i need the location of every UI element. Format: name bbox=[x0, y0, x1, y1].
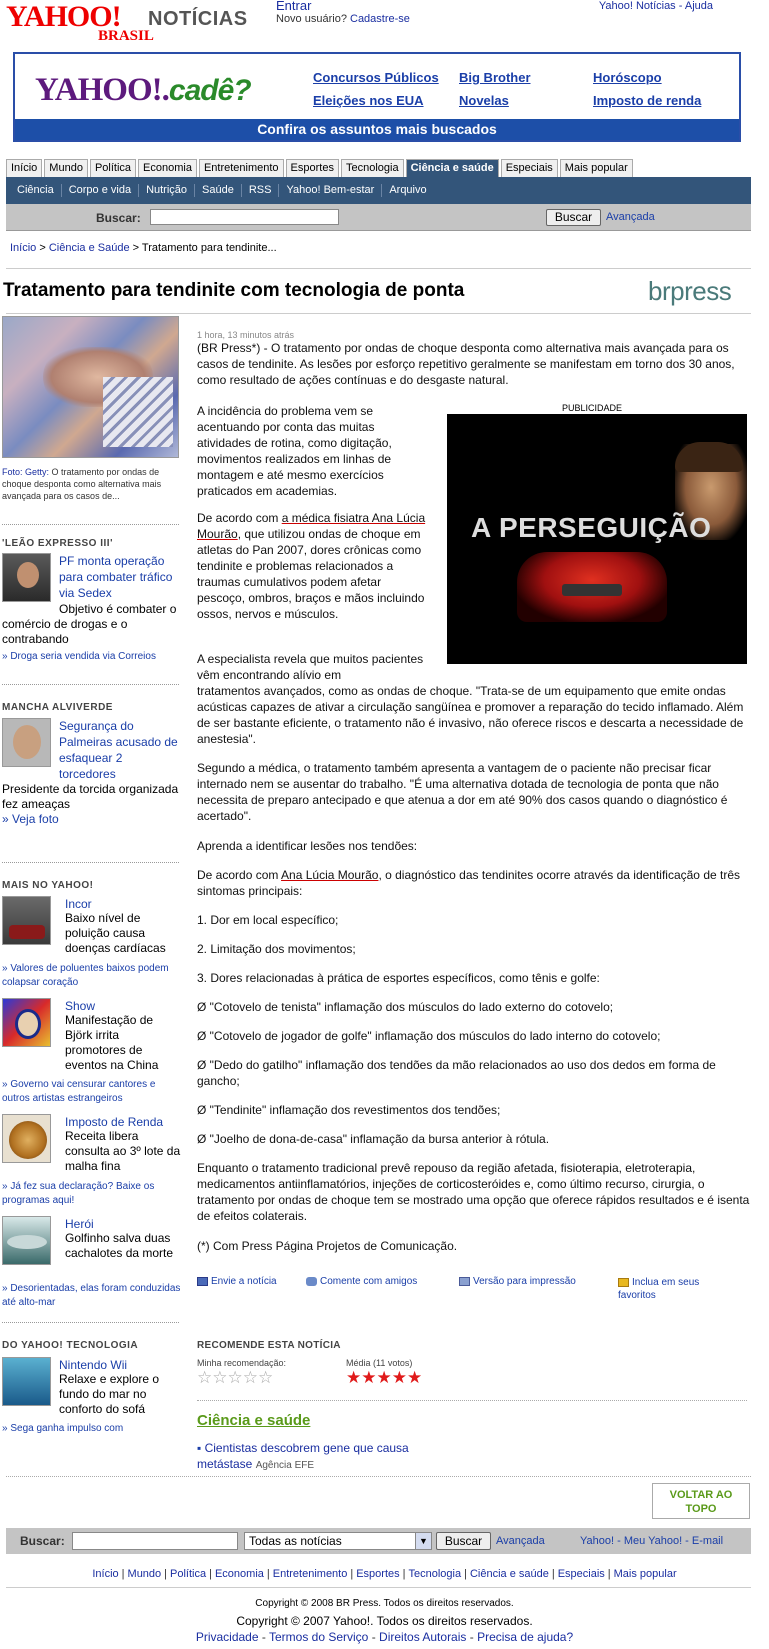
subnav-item[interactable]: Corpo e vida bbox=[62, 184, 139, 197]
advertisement-label: PUBLICIDADE bbox=[562, 403, 623, 413]
yahoo-cade-banner[interactable] bbox=[13, 52, 741, 142]
action-label: Comente com amigos bbox=[320, 1276, 418, 1287]
sidebar-summary: Presidente da torcida organizada fez ameaças bbox=[2, 782, 179, 811]
divider bbox=[197, 1400, 747, 1401]
divider bbox=[2, 862, 179, 863]
list-item: Ø "Cotovelo de jogador de golfe" inflamação dos músculos do lado interno do cotovelo; bbox=[197, 1029, 661, 1043]
banner-link[interactable]: Novelas bbox=[459, 93, 509, 108]
thumbnail[interactable] bbox=[2, 1114, 51, 1163]
footer-legal-links bbox=[0, 1630, 769, 1644]
article-paragraph: tratamentos avançados, como as ondas de choque. "Trata-se de um equipamento que emite ondas acústicas capazes de ativar a circulação sangüínea e promover a reparação do tecido inflamado. Além de ser bastante eficiente, o tratamento não é invasivo, não oferece riscos e descarta a necessidade de anestesia". bbox=[197, 684, 744, 746]
footer-nav-link[interactable]: Ciência e saúde bbox=[469, 1568, 549, 1580]
main-tabs bbox=[6, 159, 740, 177]
top-links[interactable]: Yahoo! Notícias - Ajuda bbox=[598, 0, 713, 12]
tab-8[interactable]: Especiais bbox=[501, 159, 558, 177]
action-label: Inclua em seus favoritos bbox=[618, 1277, 700, 1301]
comment-link[interactable] bbox=[306, 1276, 417, 1287]
article-paragraph: (BR Press*) - O tratamento por ondas de choque desponta como alternativa mais avançada para os casos de tendinite. As lesões por esforço repetitivo geralmente se manifestam em torno dos 30 anos, como resultado de ações contínuas e do desgaste natural. bbox=[197, 341, 735, 387]
new-user-text bbox=[276, 13, 410, 25]
footer-nav-link[interactable]: Esportes bbox=[356, 1568, 400, 1580]
sidebar-summary: Manifestação de Björk irrita promotores de eventos na China bbox=[65, 1013, 159, 1072]
sidebar-summary: Objetivo é combater o comércio de drogas e o contrabando bbox=[2, 602, 177, 646]
thumbnail[interactable] bbox=[2, 553, 51, 602]
printer-icon bbox=[459, 1277, 470, 1286]
dolphin-shape bbox=[7, 1235, 47, 1249]
news-source: Agência EFE bbox=[255, 1460, 315, 1471]
favorites-icon bbox=[618, 1278, 629, 1287]
sidebar-section-heading: MAIS NO YAHOO! bbox=[2, 880, 94, 891]
separator: | bbox=[350, 1568, 354, 1580]
average-rating-label: Média (11 votos) bbox=[346, 1358, 413, 1368]
article-paragraph: Enquanto o tratamento tradicional prevê repouso da região afetada, fisioterapia, eletroterapia, medicamentos antiinflamatórios, injeções de corticosteróides e, como último recurso, cirurgia, o tratamento por ondas de choque tem se mostrado uma opção que oferece rápidos resultados e é isenta de efeitos colaterais. bbox=[197, 1161, 750, 1223]
tab-1[interactable]: Mundo bbox=[44, 159, 88, 177]
thumbnail[interactable] bbox=[2, 896, 51, 945]
tab-0[interactable]: Início bbox=[6, 159, 42, 177]
login-link[interactable]: Entrar bbox=[276, 0, 312, 13]
footer-search-bar bbox=[6, 1528, 751, 1554]
divider bbox=[2, 1322, 179, 1323]
list-item: Ø "Cotovelo de tenista" inflamação dos músculos do lado externo do cotovelo; bbox=[197, 1000, 614, 1014]
sidebar-headline-link[interactable]: Nintendo Wii bbox=[59, 1358, 128, 1372]
separator: | bbox=[209, 1568, 212, 1580]
yahoo-links[interactable]: Yahoo! - Meu Yahoo! - E-mail bbox=[580, 1535, 724, 1547]
divider bbox=[2, 684, 179, 685]
footer-nav-link[interactable]: Especiais bbox=[557, 1568, 605, 1580]
list-item: Ø "Tendinite" inflamação dos revestimentos dos tendões; bbox=[197, 1103, 501, 1117]
tab-2[interactable]: Política bbox=[90, 159, 136, 177]
separator: - bbox=[466, 1630, 478, 1644]
tab-4[interactable]: Entretenimento bbox=[199, 159, 284, 177]
article-paragraph: A incidência do problema vem se acentuando por conta das muitas atividades de rotina, como digitação, movimentos realizados em linhas de montagem e até mesmo exercícios praticados em academias. bbox=[197, 404, 392, 498]
article-subheading: Aprenda a identificar lesões nos tendões: bbox=[197, 839, 418, 853]
paragraph-text: , que utilizou ondas de choque em atletas do Pan 2007, dores crônicas como tendinite e problemas relacionados a traumas cumulativos podem afetar pescoço, ombros, braços e mãos incluindo ossos, nervos e músculos. bbox=[197, 527, 425, 621]
sidebar-headline-link[interactable]: PF monta operação para combater tráfico via Sedex bbox=[59, 554, 173, 600]
separator: | bbox=[164, 1568, 168, 1580]
breadcrumb-section[interactable]: Ciência e Saúde bbox=[48, 242, 130, 254]
subnav-item[interactable]: Ciência bbox=[10, 184, 62, 197]
subnav-item[interactable]: RSS bbox=[242, 184, 280, 197]
separator: | bbox=[551, 1568, 555, 1580]
page-title: Tratamento para tendinite com tecnologia de ponta bbox=[3, 280, 465, 301]
signup-link[interactable]: Cadastre-se bbox=[350, 13, 410, 25]
thumbnail[interactable] bbox=[2, 998, 51, 1047]
sidebar-headline-link[interactable]: Segurança do Palmeiras acusado de esfaquear 2 torcedores bbox=[59, 719, 178, 781]
my-rating-label: Minha recomendação: bbox=[197, 1358, 287, 1368]
ad-headline: A PERSEGUIÇÃO bbox=[471, 512, 712, 543]
yahoo-brasil-logo[interactable] bbox=[6, 0, 154, 44]
sidebar-more-link[interactable]: » Governo vai censurar cantores e outros artistas estrangeiros bbox=[2, 1079, 156, 1104]
my-rating-stars[interactable]: ☆☆☆☆☆ bbox=[197, 1368, 274, 1387]
separator: | bbox=[402, 1568, 406, 1580]
brpress-copyright: Copyright © 2008 BR Press. Todos os direitos reservados. bbox=[255, 1598, 514, 1609]
ad-car-grill bbox=[562, 584, 622, 596]
sidebar-more-link[interactable]: » Veja foto bbox=[2, 812, 59, 826]
breadcrumb-home[interactable]: Início bbox=[10, 242, 37, 254]
sidebar-summary: Relaxe e explore o fundo do mar no conforto do sofá bbox=[59, 1372, 160, 1416]
separator: | bbox=[121, 1568, 125, 1580]
thumbnail[interactable] bbox=[2, 1357, 51, 1406]
sidebar-headline-link[interactable]: Imposto de Renda bbox=[65, 1115, 164, 1129]
footer-legal-link[interactable]: Termos do Serviço bbox=[268, 1630, 369, 1644]
footer-advanced-link[interactable]: Avançada bbox=[496, 1535, 545, 1547]
sidebar-more-link[interactable]: » Desorientadas, elas foram conduzidas até alto-mar bbox=[2, 1283, 181, 1308]
comment-icon bbox=[306, 1277, 317, 1286]
footer-nav-link[interactable]: Política bbox=[170, 1568, 207, 1580]
logo-main-text: YAHOO! bbox=[6, 0, 121, 33]
divider bbox=[6, 268, 751, 269]
tab-3[interactable]: Economia bbox=[138, 159, 197, 177]
divider bbox=[6, 1476, 751, 1477]
doctor-link[interactable]: a médica fisiatra Ana Lúcia Mourão bbox=[197, 511, 426, 541]
article-paragraph bbox=[197, 510, 429, 622]
tab-5[interactable]: Esportes bbox=[286, 159, 339, 177]
paragraph-text: De acordo com bbox=[197, 868, 282, 882]
sidebar-section-heading: 'LEÃO EXPRESSO III' bbox=[2, 538, 113, 549]
article-timestamp: 1 hora, 13 minutos atrás bbox=[197, 330, 295, 340]
sidebar-more-link[interactable]: » Sega ganha impulso com bbox=[2, 1423, 124, 1434]
lion-shape bbox=[9, 1121, 47, 1159]
list-item: 2. Limitação dos movimentos; bbox=[197, 942, 356, 956]
doctor-link[interactable]: Ana Lúcia Mourão bbox=[281, 868, 379, 882]
banner-link[interactable]: Imposto de renda bbox=[593, 93, 702, 108]
logo-sub-text: BRASIL bbox=[98, 28, 154, 44]
footer-nav-link[interactable]: Tecnologia bbox=[408, 1568, 462, 1580]
photo-caption-text: O tratamento por ondas de choque desponta como alternativa mais avançada para os casos de... bbox=[2, 467, 162, 501]
sidebar-section-heading: MANCHA ALVIVERDE bbox=[2, 702, 113, 713]
separator: | bbox=[464, 1568, 467, 1580]
separator: - bbox=[258, 1630, 269, 1644]
subnav-item[interactable]: Yahoo! Bem-estar bbox=[279, 184, 382, 197]
person-shape bbox=[13, 725, 41, 759]
list-item: Ø "Dedo do gatilho" inflamação dos tendões da mão relacionados ao uso dos dedos em forma de gancho; bbox=[197, 1058, 716, 1088]
yahoo-copyright: Copyright © 2007 Yahoo!. Todos os direitos reservados. bbox=[236, 1614, 533, 1628]
brpress-logo: brpress bbox=[648, 276, 732, 306]
search-label: Buscar: bbox=[96, 211, 141, 225]
footer-nav-link[interactable]: Entretenimento bbox=[272, 1568, 348, 1580]
sidebar-summary: Golfinho salva duas cachalotes da morte bbox=[65, 1231, 174, 1260]
search-button[interactable]: Buscar bbox=[546, 209, 601, 226]
email-article-link[interactable] bbox=[197, 1276, 277, 1287]
half-star: ★ bbox=[406, 1368, 423, 1387]
paragraph-text: , o diagnóstico das tendinites ocorre através da identificação de três sintomas principais: bbox=[197, 868, 740, 898]
footer-legal-link[interactable]: Privacidade bbox=[195, 1630, 259, 1644]
footer-nav-link[interactable]: Início bbox=[92, 1568, 119, 1580]
footer-nav-link[interactable]: Mundo bbox=[127, 1568, 162, 1580]
tab-6[interactable]: Tecnologia bbox=[341, 159, 404, 177]
sidebar-more-link[interactable]: » Já fez sua declaração? Baixe os programas aqui! bbox=[2, 1181, 155, 1206]
sidebar-headline-link[interactable]: Show bbox=[65, 999, 96, 1013]
banner-link[interactable]: Concursos Públicos bbox=[313, 70, 439, 85]
list-item: Ø "Joelho de dona-de-casa" inflamação da bursa anterior à rótula. bbox=[197, 1132, 550, 1146]
back-to-top-button[interactable]: VOLTAR AO TOPO bbox=[652, 1483, 750, 1519]
paragraph-text: De acordo com bbox=[197, 511, 282, 525]
footer-navigation bbox=[0, 1568, 769, 1580]
sub-navigation bbox=[6, 177, 751, 204]
footer-legal-link[interactable]: Precisa de ajuda? bbox=[477, 1630, 574, 1644]
breadcrumb-current: Tratamento para tendinite... bbox=[141, 242, 277, 254]
ad-hair-shape bbox=[675, 442, 743, 472]
section-title: NOTÍCIAS bbox=[148, 8, 248, 30]
full-stars: ★★★★ bbox=[346, 1368, 407, 1387]
favorite-link[interactable] bbox=[618, 1276, 728, 1302]
divider bbox=[6, 313, 751, 314]
tab-7[interactable]: Ciência e saúde bbox=[406, 159, 499, 177]
footer-nav-link[interactable]: Economia bbox=[214, 1568, 264, 1580]
average-rating-stars bbox=[346, 1368, 423, 1388]
separator: - bbox=[368, 1630, 380, 1644]
footer-search-button[interactable]: Buscar bbox=[436, 1532, 491, 1550]
banner-link[interactable]: Horóscopo bbox=[593, 70, 662, 85]
keyboard-shape bbox=[103, 377, 173, 447]
article-footnote: (*) Com Press Página Projetos de Comunicação. bbox=[197, 1239, 458, 1253]
envelope-icon bbox=[197, 1277, 208, 1286]
related-news-link[interactable]: Cientistas descobrem gene que causa metástase bbox=[197, 1441, 409, 1471]
article-paragraph bbox=[197, 867, 753, 899]
photo-caption-source: Foto: Getty: bbox=[2, 467, 50, 477]
divider bbox=[2, 524, 179, 525]
article-photo[interactable] bbox=[2, 316, 179, 458]
article-paragraph: A especialista revela que muitos pacientes vêm encontrando alívio em bbox=[197, 652, 424, 682]
recommend-heading: RECOMENDE ESTA NOTÍCIA bbox=[197, 1340, 341, 1351]
chevron-down-icon: ▼ bbox=[415, 1533, 431, 1549]
print-link[interactable] bbox=[459, 1276, 576, 1287]
subnav-item[interactable]: Arquivo bbox=[389, 184, 427, 196]
sidebar-more-link[interactable]: » Droga seria vendida via Correios bbox=[2, 651, 156, 662]
banner-link[interactable]: Eleições nos EUA bbox=[313, 93, 424, 108]
thumbnail[interactable] bbox=[2, 1216, 51, 1265]
footer-nav-link[interactable]: Mais popular bbox=[613, 1568, 677, 1580]
search-scope-value: Todas as notícias bbox=[249, 1534, 342, 1548]
cade-logo-yahoo: YAHOO!. bbox=[35, 72, 169, 108]
banner-link[interactable]: Big Brother bbox=[459, 70, 531, 85]
footer-legal-link[interactable]: Direitos Autorais bbox=[379, 1630, 467, 1644]
face-paint-shape bbox=[15, 1009, 41, 1039]
divider bbox=[6, 1587, 751, 1588]
cade-logo-cade: cadê? bbox=[168, 74, 251, 107]
related-section-link[interactable]: Ciência e saúde bbox=[197, 1412, 311, 1429]
photo-caption bbox=[2, 466, 179, 502]
footer-search-input[interactable] bbox=[72, 1532, 238, 1550]
footer-search-label: Buscar: bbox=[20, 1534, 65, 1548]
action-label: Envie a notícia bbox=[211, 1276, 277, 1287]
separator: | bbox=[607, 1568, 611, 1580]
banner-footer[interactable]: Confira os assuntos mais buscados bbox=[15, 119, 739, 140]
article-paragraph: Segundo a médica, o tratamento também apresenta a vantagem de o paciente não precisar ficar internado nem se ausentar do trabalho. "É uma alternativa dotada de tecnologia de ponta que não necessita de preparo antecipado e que atenua a dor em até 90% dos casos quando o diagnóstico é acertado". bbox=[197, 761, 728, 823]
sidebar-section-heading: DO YAHOO! TECNOLOGIA bbox=[2, 1340, 139, 1351]
sidebar-summary: Baixo nível de poluição causa doenças cardíacas bbox=[65, 911, 166, 955]
thumbnail[interactable] bbox=[2, 718, 51, 767]
cade-logo bbox=[35, 72, 251, 109]
search-scope-select[interactable] bbox=[244, 1532, 432, 1550]
sidebar-headline-link[interactable]: Incor bbox=[65, 897, 92, 911]
car-shape bbox=[9, 925, 45, 939]
advanced-search-link[interactable]: Avançada bbox=[606, 211, 655, 223]
person-shape bbox=[17, 562, 39, 588]
subnav-item[interactable]: Nutrição bbox=[139, 184, 195, 197]
separator: | bbox=[266, 1568, 270, 1580]
new-user-label: Novo usuário? bbox=[276, 13, 347, 25]
action-label: Versão para impressão bbox=[473, 1276, 576, 1287]
tab-9[interactable]: Mais popular bbox=[560, 159, 633, 177]
subnav-item[interactable]: Saúde bbox=[195, 184, 242, 197]
sidebar-more-link[interactable]: » Valores de poluentes baixos podem colapsar coração bbox=[2, 963, 169, 988]
search-input[interactable] bbox=[150, 209, 339, 225]
related-news-item bbox=[197, 1440, 427, 1474]
list-item: 1. Dor em local específico; bbox=[197, 913, 339, 927]
breadcrumb: Início > Ciência e Saúde > Tratamento para tendinite... bbox=[10, 242, 277, 254]
sidebar-headline-link[interactable]: Herói bbox=[65, 1217, 94, 1231]
bullet-icon: ▪ bbox=[197, 1441, 205, 1455]
sidebar-summary: Receita libera consulta ao 3º lote da malha fina bbox=[65, 1129, 181, 1173]
search-bar bbox=[6, 204, 751, 231]
list-item: 3. Dores relacionadas à prática de esportes específicos, como tênis e golfe: bbox=[197, 971, 600, 985]
advertisement[interactable] bbox=[447, 414, 747, 664]
